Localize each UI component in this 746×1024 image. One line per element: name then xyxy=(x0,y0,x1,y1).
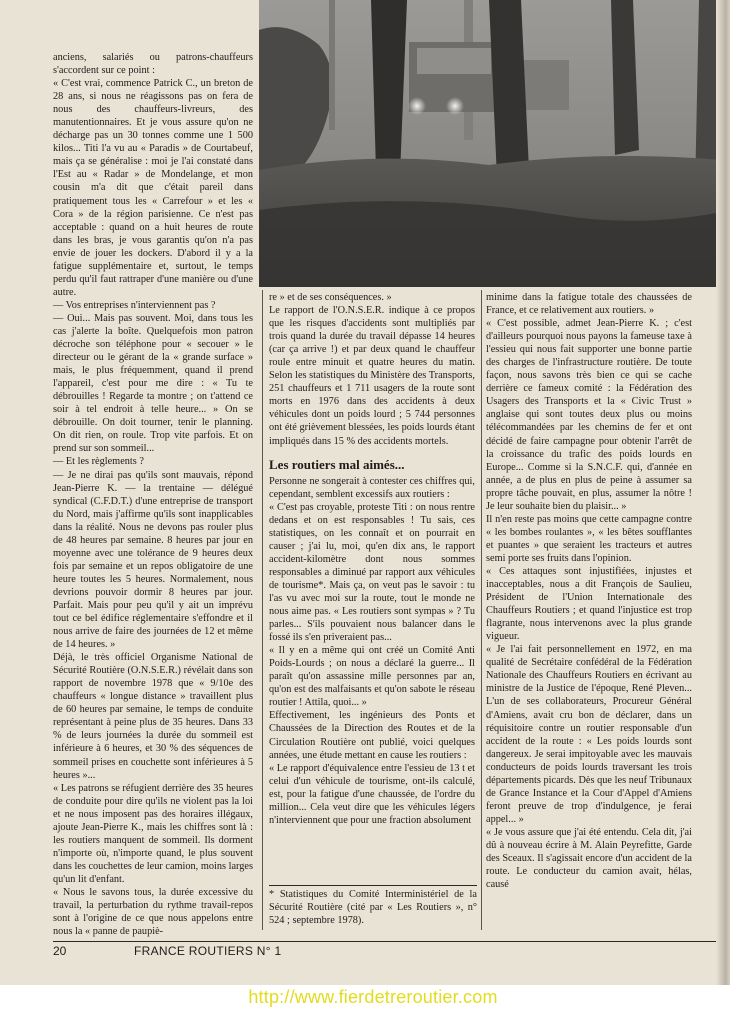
truck-in-fog-photo xyxy=(259,0,722,287)
paragraph: Personne ne songerait à contester ces chiffres qui, cependant, semblent excessifs aux routiers : xyxy=(269,475,475,500)
footnote-rule xyxy=(269,885,477,886)
paragraph: « Je l'ai fait personnellement en 1972, en ma qualité de Secrétaire confédéral de la Fédération Nationale des Chauffeurs Routiers en écrivant au ministre de la Justice de l'époque, René Pleven... L'un de ses collaborateurs, Procureur Général d'Amiens, avait cru bon de déclarer, dans un réquisitoire contre un routier responsable d'un accident de la route : « Les poids lourds sont dangereux. Je serai impitoyable avec les mauvais conducteurs de poids lourds traversant les trois départements picards. Dès que les neuf Tribunaux de Grance Instance et la Cour d'Appel d'Amiens feront preuve de trop d'indulgence, je ferai appel... » xyxy=(486,644,692,825)
paragraph: re » et de ses conséquences. » xyxy=(269,292,392,303)
paragraph: — Oui... Mais pas souvent. Moi, dans tous les cas j'alerte la boîte. Quelquefois mon patron décroche son téléphone pour « secouer » le directeur ou le gérant de la « grande surface » mais, le plus fréquemment, quand il prend l'appareil, c'est pour me dire : « Tu te débrouilles ! Regarde ta montre ; on t'attend ce soir à tel endroit à telle heure... » On se débrouille. On doit tourner, tenir le planning. On dit rien, on roule. Trop vite parfois. Et on prend sur son sommeil... xyxy=(53,312,253,455)
footer-rule xyxy=(53,941,725,942)
paragraph: — Je ne dirai pas qu'ils sont mauvais, répond Jean-Pierre K. — la trentaine — délégué syndical (C.F.D.T.) d'une entreprise de transport du Nord, mais j'affirme qu'ils sont inapplicables dans la réalité. Nous ne devons pas rouler plus de 48 heures par semaine. 8 heures par jour en moyenne avec une tolérance de 9 heures deux fois par semaine et un repos obligatoire de une heure toutes les 5 heures. Normalement, nous devrions pouvoir dormir 8 heures par jour. Parfait. Mais pour peu qu'il y ait un imprévu tout ce bel édifice réglementaire s'effondre et il nous arrive de faire des journées de 12 et même de 14 heures. » xyxy=(53,469,253,651)
magazine-title: FRANCE ROUTIERS N° 1 xyxy=(134,944,282,958)
column-divider xyxy=(481,290,482,930)
paragraph: anciens, salariés ou patrons-chauffeurs s'accordent sur ce point : xyxy=(53,52,253,77)
article-column-2 xyxy=(269,291,475,883)
paragraph: « Je vous assure que j'ai été entendu. Cela dit, j'ai dû à nouveau écrire à M. Alain Peyrefitte, Garde des Sceaux. Il s'agissait encore d'un accident de la route. Le conducteur du camion avait, hélas, causé xyxy=(486,826,692,891)
photo-image xyxy=(259,0,722,287)
article-column-3 xyxy=(486,291,692,925)
article-column-1 xyxy=(53,51,253,938)
paragraph: « Nous le savons tous, la durée excessive du travail, la perturbation du rythme travail-repos sont à l'origine de ce que nous appelons entre nous la « panne de paupiè- xyxy=(53,887,253,938)
paragraph: — Vos entreprises n'interviennent pas ? xyxy=(53,299,216,311)
paragraph: Déjà, le très officiel Organisme National de Sécurité Routière (O.N.S.E.R.) révélait dans son rapport de novembre 1978 que « 9/10e des chauffeurs « longue distance » travaillent plus de 60 heures par semaine, le temps de conduite représentant à peine plus de 35 heures. Dans 33 % de leurs journées la durée du sommeil est inférieure à 6 heures, et 30 % des séquences de sommeil prises en couchette sont inférieures à 5 heures »... xyxy=(53,652,253,781)
column-divider xyxy=(262,290,263,930)
paragraph: Le rapport de l'O.N.S.E.R. indique à ce propos que les risques d'accidents sont multipliés par trois quand la durée du travail dépasse 14 heures (car ça arrive !) et par deux quand le chauffeur roule entre minuit et quatre heures du matin. Selon les statistiques du Ministère des Transports, 251 chauffeurs et 1 711 usagers de la route sont morts en 1976 dans des accidents à deux véhicules dont un poids lourd ; 5 744 personnes ont été grièvement blessées, les poids lourds étant impliqués dans 15 % des accidents mortels. xyxy=(269,305,475,447)
paragraph: — Et les règlements ? xyxy=(53,456,144,468)
paragraph: Il n'en reste pas moins que cette campagne contre « les bombes roulantes », « les bêtes soufflantes et puantes » que seraient les tracteurs et autres semi porte ses fruits dans l'opinion. xyxy=(486,513,692,564)
section-heading: Les routiers mal aimés... xyxy=(269,456,405,472)
page-number: 20 xyxy=(53,944,67,958)
paragraph: « Il y en a même qui ont créé un Comité Anti Poids-Lourds ; on nous a déclaré la guerre... Il paraît qu'on assassine mille personnes par an, qu'on est des malfaisants et qu'on sabote le réseau routier ! Attila, quoi... » xyxy=(269,645,475,709)
paragraph: « Le rapport d'équivalence entre l'essieu de 13 t et celui d'un véhicule de tourisme, ont-ils calculé, est, pour la fatigue d'une chaussée, de l'ordre du million... Cela veut dire que les véhicules légers n'interviennent que pour une fraction absolument xyxy=(269,762,475,826)
paragraph: « Ces attaques sont injustifiées, injustes et inacceptables, nous a dit François de Saulieu, Président de l'Union Internationale des Chauffeurs Routiers ; et quand l'injustice est trop flagrante, nous intervenons avec la plus grande vigueur. xyxy=(486,565,692,643)
paragraph: « C'est possible, admet Jean-Pierre K. ; c'est d'ailleurs pourquoi nous payons la fameuse taxe à l'essieu qui nous fait supporter une bonne partie des charges de l'infrastructure routière. De toute façon, nous savons très bien ce qui se cache derrière ce fameux comité : la Fédération des Usagers des Transports et la « Civic Trust » anglaise qui sont toutes deux plus ou moins télécommandées par les chemins de fer et ont décidé de faire campagne pour obtenir l'arrêt de la croissance du trafic des poids lourds en Europe... Comme si la S.N.C.F. qui, d'année en année, a de plus en plus de peine à assumer sa propre tâche pouvait, en plus, assumer la nôtre ! Je leur souhaite bien du plaisir... » xyxy=(486,318,692,512)
paragraph: « Les patrons se réfugient derrière des 35 heures de conduite pour dire qu'ils ne violent pas la loi et ne nous imposent pas des horaires illégaux, ajoute Jean-Pierre K., mais les chiffres sont là : les routiers manquent de sommeil. Ils dorment n'importe où, n'importe quand, le plus souvent dans les couchettes de leur camion, moins larges qu'un lit d'enfant. xyxy=(53,782,253,885)
footnote-text: * Statistiques du Comité Interministériel de la Sécurité Routière (cité par « Les Routiers », n° 524 ; septembre 1978). xyxy=(269,889,477,927)
paragraph: « C'est pas croyable, proteste Titi : on nous rentre dedans et on est responsables ! Tu sais, ces statistiques, on les connaît et on pourrait en causer ; j'ai lu, moi, qu'en dix ans, le rapport accident-kilomètre dont nous sommes responsables a diminué par rapport aux véhicules de tourisme*. Mais ça, on veut pas le savoir : tu l'as vu avec moi sur la route, tout le monde ne nous aime pas. « Les routiers sont sympas » ? Tu parles... S'ils pouvaient nous balancer dans le fossé ils s'en priveraient pas... xyxy=(269,501,475,644)
paragraph: minime dans la fatigue totale des chaussées de France, et ce relativement aux routiers. » xyxy=(486,292,692,317)
paragraph: Effectivement, les ingénieurs des Ponts et Chaussées de la Direction des Routes et de la Circulation Routière ont publié, voici quelques années, une étude mettant en cause les routiers : xyxy=(269,710,475,761)
watermark-link[interactable]: http://www.fierdetreroutier.com xyxy=(248,987,498,1007)
page-edge-shadow xyxy=(716,0,730,985)
paragraph: « C'est vrai, commence Patrick C., un breton de 28 ans, si nous ne réagissons pas on fera de nous des chauffeurs-livreurs, des manutentionnaires. Et je vous assure qu'on ne décharge pas un 30 tonnes comme une 1 500 kilos... Titi l'a vu au « Paradis » de Courtabeuf, mais ça se généralise : moi je l'ai constaté dans l'Est au « Radar » de Mondelange, et mon cousin m'a dit que c'était pareil dans pratiquement tous les « Carrefour » et les « Cora » de la région parisienne. Ce n'est pas acceptable : quand on a huit heures de route dans les bras, je vous garantis qu'on n'a pas envie de jouer les dockers. D'abord il y a la fatigue supplémentaire et, surtout, le temps perdu qu'il faut rattraper d'une manière ou d'une autre. xyxy=(53,78,253,298)
footnote xyxy=(269,888,477,928)
